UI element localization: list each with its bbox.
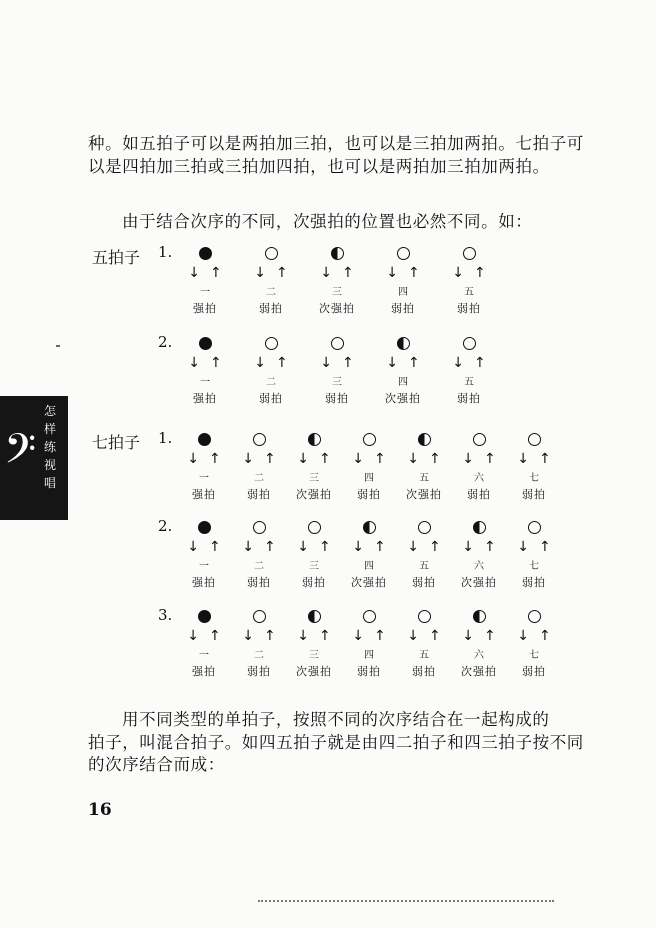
down-up-arrows-icon: ↓↑ <box>407 451 451 467</box>
beat-empty-circle-icon <box>528 610 541 623</box>
down-up-arrows-icon: ↓↑ <box>188 355 232 371</box>
beat-number: 六 <box>474 473 484 484</box>
beat-number: 六 <box>474 650 484 661</box>
beat-strength-label: 弱拍 <box>302 576 326 589</box>
beat-strength-label: 弱拍 <box>522 576 546 589</box>
beat <box>177 610 231 679</box>
seven_beat-row-index: 1. <box>158 429 173 447</box>
beat-empty-circle-icon <box>253 521 266 534</box>
down-up-arrows-icon: ↓↑ <box>297 451 341 467</box>
down-up-arrows-icon: ↓↑ <box>352 539 396 555</box>
beat-full-circle-icon <box>199 337 212 350</box>
beat-number: 二 <box>266 287 276 298</box>
beat-number: 一 <box>199 473 209 484</box>
down-up-arrows-icon: ↓↑ <box>188 265 232 281</box>
beat-strength-label: 弱拍 <box>457 302 481 315</box>
beat-strength-label: 次强拍 <box>296 488 332 501</box>
beat <box>507 521 561 590</box>
beat <box>287 610 341 679</box>
bass-clef-icon: 𝄢 <box>4 425 37 483</box>
down-up-arrows-icon: ↓↑ <box>187 539 231 555</box>
beat-strength-label: 弱拍 <box>259 392 283 405</box>
beat-number: 一 <box>200 287 210 298</box>
beat-strength-label: 弱拍 <box>522 665 546 678</box>
beat-half-circle-icon <box>418 433 431 446</box>
side-tab-text: 怎样练视唱 <box>44 404 57 490</box>
beat-half-circle-icon <box>308 610 321 623</box>
margin-mark <box>56 345 60 347</box>
beat <box>178 247 232 316</box>
beat-empty-circle-icon <box>253 433 266 446</box>
beat-empty-circle-icon <box>528 521 541 534</box>
beat-half-circle-icon <box>331 247 344 260</box>
page-number: 16 <box>88 800 112 820</box>
down-up-arrows-icon: ↓↑ <box>242 628 286 644</box>
beat-number: 三 <box>309 561 319 572</box>
beat-strength-label: 次强拍 <box>351 576 387 589</box>
beat-strength-label: 强拍 <box>192 488 216 501</box>
beat-number: 七 <box>529 650 539 661</box>
beat-strength-label: 次强拍 <box>296 665 332 678</box>
beat <box>452 521 506 590</box>
down-up-arrows-icon: ↓↑ <box>242 451 286 467</box>
beat <box>177 521 231 590</box>
beat-empty-circle-icon <box>473 433 486 446</box>
scan-artifact-line <box>258 900 554 904</box>
beat-full-circle-icon <box>198 521 211 534</box>
beat-strength-label: 强拍 <box>193 392 217 405</box>
down-up-arrows-icon: ↓↑ <box>517 451 561 467</box>
beat-number: 五 <box>419 473 429 484</box>
beat <box>244 337 298 406</box>
seven_beat-row-index: 2. <box>158 517 173 535</box>
beat-half-circle-icon <box>397 337 410 350</box>
beat-number: 六 <box>474 561 484 572</box>
down-up-arrows-icon: ↓↑ <box>297 539 341 555</box>
beat-strength-label: 弱拍 <box>412 576 436 589</box>
beat-empty-circle-icon <box>265 247 278 260</box>
down-up-arrows-icon: ↓↑ <box>386 355 430 371</box>
beat-number: 四 <box>364 561 374 572</box>
beat-strength-label: 弱拍 <box>391 302 415 315</box>
down-up-arrows-icon: ↓↑ <box>462 451 506 467</box>
down-up-arrows-icon: ↓↑ <box>407 539 451 555</box>
beat-number: 四 <box>398 377 408 388</box>
beat <box>342 433 396 502</box>
beat-strength-label: 强拍 <box>193 302 217 315</box>
beat-empty-circle-icon <box>418 521 431 534</box>
down-up-arrows-icon: ↓↑ <box>254 355 298 371</box>
beat-empty-circle-icon <box>528 433 541 446</box>
beat-strength-label: 弱拍 <box>247 576 271 589</box>
beat-strength-label: 弱拍 <box>247 488 271 501</box>
down-up-arrows-icon: ↓↑ <box>517 628 561 644</box>
beat <box>177 433 231 502</box>
beat <box>287 521 341 590</box>
beat-empty-circle-icon <box>463 247 476 260</box>
beat-full-circle-icon <box>199 247 212 260</box>
beat-strength-label: 强拍 <box>192 665 216 678</box>
beat-half-circle-icon <box>363 521 376 534</box>
beat-strength-label: 次强拍 <box>385 392 421 405</box>
down-up-arrows-icon: ↓↑ <box>352 451 396 467</box>
down-up-arrows-icon: ↓↑ <box>187 451 231 467</box>
beat-number: 三 <box>309 473 319 484</box>
beat-empty-circle-icon <box>363 610 376 623</box>
beat-empty-circle-icon <box>253 610 266 623</box>
beat-half-circle-icon <box>308 433 321 446</box>
seven-beat-label: 七拍子 <box>92 433 141 452</box>
beat <box>507 610 561 679</box>
beat-strength-label: 次强拍 <box>319 302 355 315</box>
beat-strength-label: 弱拍 <box>325 392 349 405</box>
down-up-arrows-icon: ↓↑ <box>462 539 506 555</box>
seven_beat-row-index: 3. <box>158 606 173 624</box>
down-up-arrows-icon: ↓↑ <box>297 628 341 644</box>
beat-number: 五 <box>464 377 474 388</box>
beat-empty-circle-icon <box>265 337 278 350</box>
beat <box>442 247 496 316</box>
beat <box>452 610 506 679</box>
beat-strength-label: 弱拍 <box>357 665 381 678</box>
beat-number: 七 <box>529 473 539 484</box>
five_beat-row-index: 1. <box>158 243 173 261</box>
beat-number: 一 <box>199 561 209 572</box>
beat <box>376 337 430 406</box>
down-up-arrows-icon: ↓↑ <box>352 628 396 644</box>
beat-number: 五 <box>464 287 474 298</box>
beat-number: 一 <box>200 377 210 388</box>
beat-strength-label: 弱拍 <box>357 488 381 501</box>
paragraph-mixed-meter-line1: 用不同类型的单拍子，按照不同的次序结合在一起构成的 <box>122 710 550 729</box>
beat-number: 四 <box>364 650 374 661</box>
paragraph-order: 由于结合次序的不同，次强拍的位置也必然不同。如： <box>122 212 533 231</box>
beat-number: 一 <box>199 650 209 661</box>
beat-number: 三 <box>309 650 319 661</box>
beat <box>178 337 232 406</box>
beat <box>244 247 298 316</box>
beat <box>342 521 396 590</box>
beat <box>452 433 506 502</box>
five_beat-row-index: 2. <box>158 333 173 351</box>
down-up-arrows-icon: ↓↑ <box>254 265 298 281</box>
beat-strength-label: 弱拍 <box>467 488 491 501</box>
beat <box>232 610 286 679</box>
down-up-arrows-icon: ↓↑ <box>320 355 364 371</box>
beat <box>310 247 364 316</box>
beat-number: 五 <box>419 561 429 572</box>
beat-half-circle-icon <box>473 521 486 534</box>
side-tab <box>0 396 68 520</box>
beat-empty-circle-icon <box>331 337 344 350</box>
beat <box>397 521 451 590</box>
beat-number: 五 <box>419 650 429 661</box>
beat-empty-circle-icon <box>463 337 476 350</box>
beat <box>507 433 561 502</box>
beat <box>442 337 496 406</box>
down-up-arrows-icon: ↓↑ <box>407 628 451 644</box>
down-up-arrows-icon: ↓↑ <box>242 539 286 555</box>
beat-half-circle-icon <box>473 610 486 623</box>
beat-empty-circle-icon <box>397 247 410 260</box>
beat <box>376 247 430 316</box>
down-up-arrows-icon: ↓↑ <box>320 265 364 281</box>
beat-number: 四 <box>398 287 408 298</box>
down-up-arrows-icon: ↓↑ <box>386 265 430 281</box>
beat-strength-label: 次强拍 <box>406 488 442 501</box>
beat-empty-circle-icon <box>363 433 376 446</box>
beat-number: 七 <box>529 561 539 572</box>
paragraph-mixed-meter-rest: 拍子，叫混合拍子。如四五拍子就是由四二拍子和四三拍子按不同的次序结合而成： <box>88 732 584 774</box>
beat-number: 三 <box>332 377 342 388</box>
beat-strength-label: 弱拍 <box>259 302 283 315</box>
down-up-arrows-icon: ↓↑ <box>462 628 506 644</box>
beat <box>232 433 286 502</box>
beat-number: 二 <box>254 561 264 572</box>
beat <box>310 337 364 406</box>
beat-strength-label: 弱拍 <box>457 392 481 405</box>
beat <box>342 610 396 679</box>
beat-strength-label: 弱拍 <box>412 665 436 678</box>
five-beat-label: 五拍子 <box>92 248 141 267</box>
beat-strength-label: 弱拍 <box>522 488 546 501</box>
beat-strength-label: 次强拍 <box>461 576 497 589</box>
beat-strength-label: 强拍 <box>192 576 216 589</box>
beat-empty-circle-icon <box>418 610 431 623</box>
down-up-arrows-icon: ↓↑ <box>452 265 496 281</box>
paragraph-intro: 种。如五拍子可以是两拍加三拍，也可以是三拍加两拍。七拍子可以是四拍加三拍或三拍加四拍，也可以是两拍加三拍加两拍。 <box>88 134 584 176</box>
beat-empty-circle-icon <box>308 521 321 534</box>
beat-number: 四 <box>364 473 374 484</box>
down-up-arrows-icon: ↓↑ <box>517 539 561 555</box>
beat-full-circle-icon <box>198 610 211 623</box>
paragraph-mixed-meter <box>88 709 588 777</box>
beat <box>287 433 341 502</box>
beat-number: 二 <box>266 377 276 388</box>
beat <box>397 610 451 679</box>
beat-strength-label: 次强拍 <box>461 665 497 678</box>
beat-number: 二 <box>254 473 264 484</box>
down-up-arrows-icon: ↓↑ <box>452 355 496 371</box>
beat-number: 三 <box>332 287 342 298</box>
beat <box>397 433 451 502</box>
beat-full-circle-icon <box>198 433 211 446</box>
beat-strength-label: 弱拍 <box>247 665 271 678</box>
beat-number: 二 <box>254 650 264 661</box>
down-up-arrows-icon: ↓↑ <box>187 628 231 644</box>
beat <box>232 521 286 590</box>
